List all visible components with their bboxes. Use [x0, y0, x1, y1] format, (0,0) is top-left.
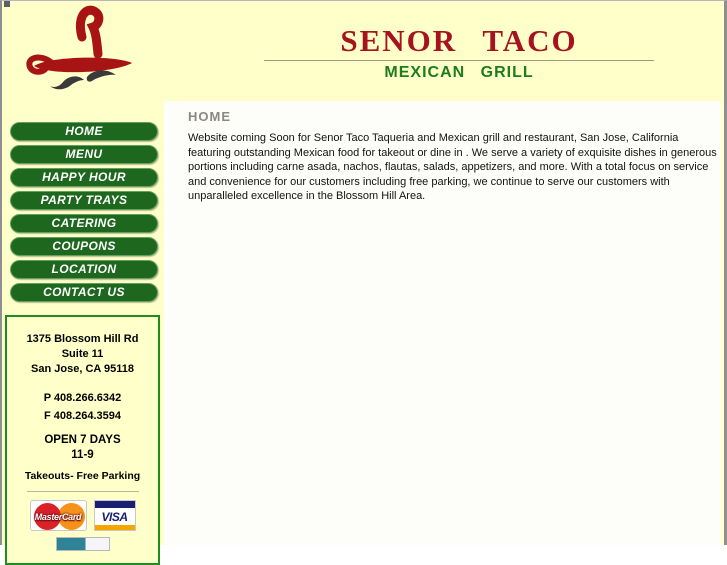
visa-label: VISA: [101, 509, 128, 524]
visa-top-band: [95, 501, 135, 508]
payment-cards: [7, 500, 158, 531]
sidebar-nav: [10, 122, 158, 306]
nav-button-menu[interactable]: MENU: [10, 145, 158, 164]
nav-button-location[interactable]: LOCATION: [10, 260, 158, 279]
open-hours: 11-9: [71, 449, 94, 461]
main-content-panel: [164, 101, 721, 545]
page-title: HOME: [188, 109, 231, 124]
nav-button-contact-us[interactable]: CONTACT US: [10, 283, 158, 302]
mastercard-logo-icon: [30, 500, 87, 531]
nav-button-home[interactable]: HOME: [10, 122, 158, 141]
partial-card-logo-icon: [56, 537, 110, 551]
nav-button-party-trays[interactable]: PARTY TRAYS: [10, 191, 158, 210]
restaurant-logo: [18, 3, 152, 101]
corner-artifact: [4, 1, 10, 7]
visa-bottom-band: [95, 525, 135, 530]
intro-paragraph: Website coming Soon for Senor Taco Taqueria and Mexican grill and restaurant, San Jose, California featuring outstanding Mexican food for takeout or dine in . We serve a variety of exquisite dishes in generous portions including carne asada, nachos, flautas, salads, appetizers, and more. With a total focus on service and convenience for our customers including free parking, we continue to serve our customers with unparalleled excellence in the Blossom Hill Area.: [188, 132, 717, 203]
mastercard-label: MasterCard: [34, 512, 82, 522]
nav-button-catering[interactable]: CATERING: [10, 214, 158, 233]
title-divider: [264, 60, 654, 61]
site-subtitle: MEXICAN GRILL: [384, 64, 534, 81]
nav-button-coupons[interactable]: COUPONS: [10, 237, 158, 256]
address-block: [7, 332, 158, 377]
site-title: SENOR TACO: [340, 23, 578, 58]
sombrero-mustache-icon: [18, 3, 152, 101]
site-title-block: [264, 25, 654, 82]
fax-number: F 408.264.3594: [43, 409, 122, 422]
open-days: OPEN 7 DAYS: [44, 434, 121, 446]
contact-info-box: [5, 315, 160, 565]
phone-block: [7, 390, 158, 425]
info-divider: [27, 491, 139, 492]
nav-button-happy-hour[interactable]: HAPPY HOUR: [10, 168, 158, 187]
address-line-2: Suite 11: [61, 348, 104, 360]
address-line-1: 1375 Blossom Hill Rd: [26, 333, 139, 345]
address-line-3: San Jose, CA 95118: [31, 363, 134, 375]
visa-mid: [95, 508, 135, 525]
hours-block: [7, 433, 158, 463]
visa-logo-icon: [94, 500, 136, 531]
takeout-note: Takeouts- Free Parking: [24, 470, 141, 482]
phone-number: P 408.266.6342: [43, 392, 122, 404]
